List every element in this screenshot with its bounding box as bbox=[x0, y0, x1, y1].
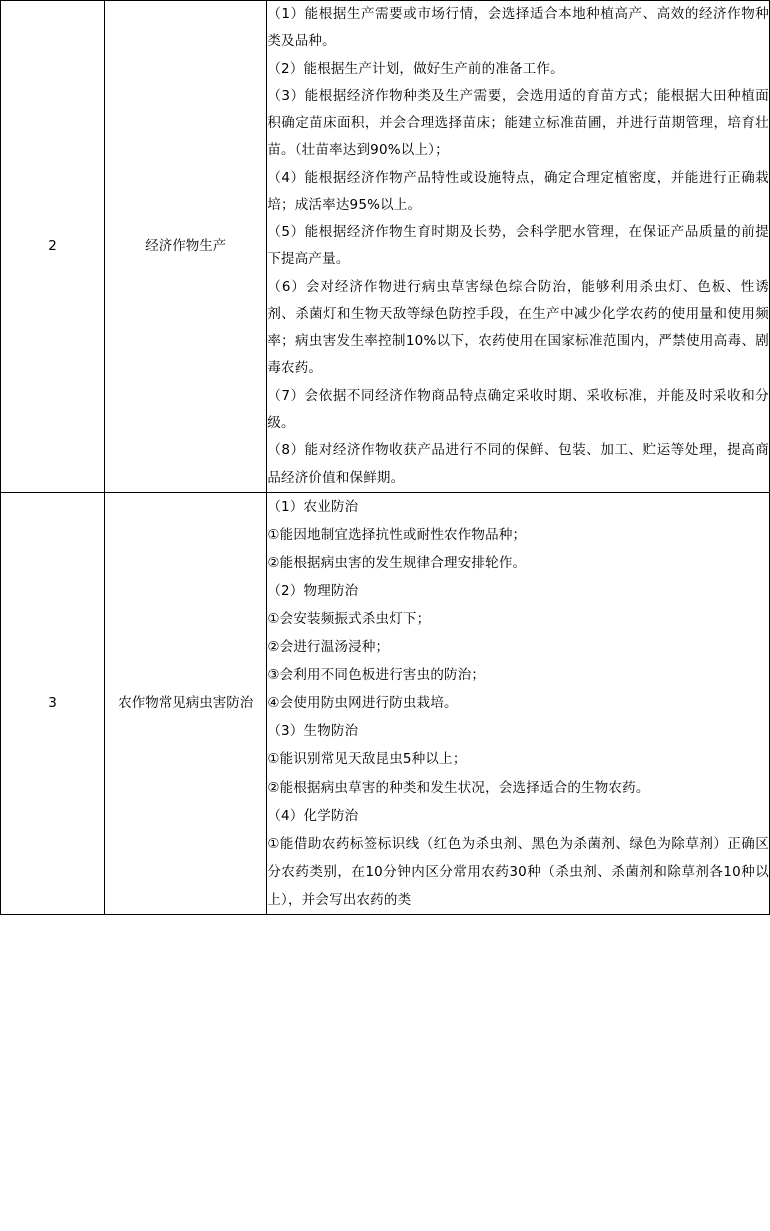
content-paragraph: （4）化学防治 bbox=[267, 807, 359, 824]
content-paragraph: （7）会依据不同经济作物商品特点确定采收时期、采收标准，并能及时采收和分级。 bbox=[267, 387, 769, 431]
task-name-cell bbox=[105, 492, 267, 914]
content-paragraph: （4）能根据经济作物产品特性或设施特点，确定合理定植密度，并能进行正确栽培；成活率达95%以上。 bbox=[267, 169, 769, 213]
table-row bbox=[1, 492, 770, 914]
content-paragraph: ①会安装频振式杀虫灯下； bbox=[267, 611, 431, 628]
content-paragraph: ②会进行温汤浸种； bbox=[267, 639, 390, 656]
content-paragraph: ①能识别常见天敌昆虫5种以上； bbox=[267, 751, 467, 768]
content-paragraph: ②能根据病虫害的发生规律合理安排轮作。 bbox=[267, 554, 527, 571]
content-paragraph: ③会利用不同色板进行害虫的防治； bbox=[267, 667, 486, 684]
content-paragraph: ④会使用防虫网进行防虫栽培。 bbox=[267, 695, 458, 712]
content-paragraph: （8）能对经济作物收获产品进行不同的保鲜、包装、加工、贮运等处理，提高商品经济价值和保鲜期。 bbox=[267, 442, 769, 486]
row-number-cell bbox=[1, 1, 105, 493]
task-name: 农作物常见病虫害防治 bbox=[118, 695, 254, 712]
content-paragraph: ①能因地制宜选择抗性或耐性农作物品种； bbox=[267, 526, 527, 543]
task-name-cell bbox=[105, 1, 267, 493]
table-row bbox=[1, 1, 770, 493]
row-number-cell bbox=[1, 492, 105, 914]
content-paragraph: （5）能根据经济作物生育时期及长势，会科学肥水管理，在保证产品质量的前提下提高产量。 bbox=[267, 224, 769, 268]
content-paragraph: （3）生物防治 bbox=[267, 723, 359, 740]
content-paragraph: （3）能根据经济作物种类及生产需要，会选用适的育苗方式；能根据大田种植面积确定苗床面积，并会合理选择苗床；能建立标准苗圃，并进行苗期管理，培育壮苗。（壮苗率达到90%以上）； bbox=[267, 87, 769, 159]
row-number: 3 bbox=[48, 694, 57, 711]
content-paragraph: ①能借助农药标签标识线（红色为杀虫剂、黑色为杀菌剂、绿色为除草剂）正确区分农药类别，在10分钟内区分常用农药30种（杀虫剂、杀菌剂和除草剂各10种以上），并会写出农药的类 bbox=[267, 835, 769, 908]
task-content-cell bbox=[267, 1, 770, 493]
content-paragraph: ②能根据病虫草害的种类和发生状况，会选择适合的生物农药。 bbox=[267, 779, 650, 796]
content-paragraph: （1）农业防治 bbox=[267, 498, 359, 515]
content-paragraph: （2）物理防治 bbox=[267, 583, 359, 600]
task-content-cell bbox=[267, 492, 770, 914]
content-paragraph: （2）能根据生产计划，做好生产前的准备工作。 bbox=[267, 60, 564, 77]
content-paragraph: （1）能根据生产需要或市场行情，会选择适合本地种植高产、高效的经济作物种类及品种。 bbox=[267, 6, 769, 50]
task-name: 经济作物生产 bbox=[145, 238, 227, 255]
content-paragraph: （6）会对经济作物进行病虫草害绿色综合防治，能够利用杀虫灯、色板、性诱剂、杀菌灯和生物天敌等绿色防控手段，在生产中减少化学农药的使用量和使用频率；病虫害发生率控制10%以下，农药使用在国家标准范围内，严禁使用高毒、剧毒农药。 bbox=[267, 278, 769, 377]
row-number: 2 bbox=[48, 237, 57, 254]
